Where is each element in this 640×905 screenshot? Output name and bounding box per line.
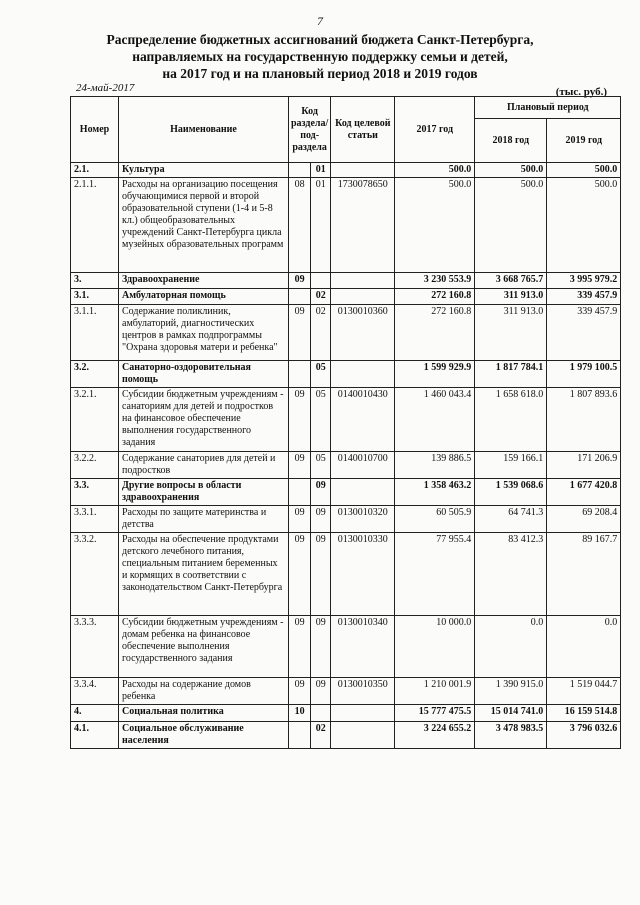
table-row — [71, 452, 621, 479]
row-value-2018: 159 166.1 — [475, 452, 547, 479]
row-target-code: 0140010700 — [331, 452, 395, 479]
row-subsection-code: 02 — [311, 289, 331, 305]
title-line: Распределение бюджетных ассигнований бюджета Санкт-Петербурга, — [106, 32, 534, 47]
row-section-code: 09 — [289, 273, 311, 289]
row-value-2017: 1 210 001.9 — [395, 678, 475, 705]
row-value-2019: 69 208.4 — [547, 506, 621, 533]
row-name: Расходы по защите материнства и детства — [119, 506, 289, 533]
row-value-2019: 500.0 — [547, 178, 621, 273]
row-name: Расходы на обеспечение продуктами детского лечебного питания, специальным питанием беременных и кормящих в соответствии с законодательством Санкт-Петербурга — [119, 533, 289, 616]
row-number: 3. — [71, 273, 119, 289]
row-value-2018: 500.0 — [475, 178, 547, 273]
row-section-code: 09 — [289, 678, 311, 705]
table-row — [71, 722, 621, 749]
row-subsection-code: 09 — [311, 479, 331, 506]
row-name: Амбулаторная помощь — [119, 289, 289, 305]
row-section-code — [289, 289, 311, 305]
row-subsection-code: 09 — [311, 678, 331, 705]
document-title — [20, 31, 620, 82]
row-name: Субсидии бюджетным учреждениям - санаториям для детей и подростков на финансовое обеспечение выполнения государственного задания — [119, 388, 289, 452]
table-row — [71, 388, 621, 452]
row-value-2018: 1 539 068.6 — [475, 479, 547, 506]
row-subsection-code: 02 — [311, 722, 331, 749]
table-row — [71, 678, 621, 705]
row-number: 3.2.2. — [71, 452, 119, 479]
row-subsection-code: 01 — [311, 178, 331, 273]
row-section-code: 09 — [289, 533, 311, 616]
row-value-2018: 83 412.3 — [475, 533, 547, 616]
row-number: 3.1. — [71, 289, 119, 305]
row-value-2019: 339 457.9 — [547, 305, 621, 361]
row-value-2017: 1 599 929.9 — [395, 361, 475, 388]
row-value-2018: 0.0 — [475, 616, 547, 678]
row-section-code: 09 — [289, 506, 311, 533]
document-date: 24-май-2017 — [76, 82, 135, 94]
header-2017: 2017 год — [395, 97, 475, 163]
row-name: Содержание поликлиник, амбулаторий, диагностических центров в рамках подпрограммы "Охрана здоровья матери и ребенка" — [119, 305, 289, 361]
row-value-2019: 3 995 979.2 — [547, 273, 621, 289]
row-number: 3.3.2. — [71, 533, 119, 616]
table-row — [71, 273, 621, 289]
row-value-2018: 311 913.0 — [475, 289, 547, 305]
row-value-2018: 64 741.3 — [475, 506, 547, 533]
row-value-2019: 339 457.9 — [547, 289, 621, 305]
row-value-2017: 272 160.8 — [395, 305, 475, 361]
row-name: Содержание санаториев для детей и подростков — [119, 452, 289, 479]
row-target-code — [331, 361, 395, 388]
row-target-code — [331, 289, 395, 305]
row-value-2017: 500.0 — [395, 163, 475, 178]
row-name: Санаторно-оздоровительная помощь — [119, 361, 289, 388]
row-subsection-code: 01 — [311, 163, 331, 178]
row-value-2019: 1 979 100.5 — [547, 361, 621, 388]
row-target-code: 0140010430 — [331, 388, 395, 452]
header-name: Наименование — [119, 97, 289, 163]
units-label: (тыс. руб.) — [555, 86, 607, 98]
row-number: 3.2. — [71, 361, 119, 388]
row-section-code: 09 — [289, 388, 311, 452]
title-line: на 2017 год и на плановый период 2018 и 2019 годов — [162, 66, 478, 81]
row-value-2017: 15 777 475.5 — [395, 705, 475, 722]
table-row — [71, 533, 621, 616]
row-value-2019: 1 677 420.8 — [547, 479, 621, 506]
row-subsection-code: 09 — [311, 616, 331, 678]
row-section-code: 09 — [289, 616, 311, 678]
row-subsection-code — [311, 705, 331, 722]
title-line: направляемых на государственную поддержку семьи и детей, — [132, 49, 508, 64]
row-section-code — [289, 722, 311, 749]
row-section-code — [289, 479, 311, 506]
table-row — [71, 506, 621, 533]
row-number: 3.3.1. — [71, 506, 119, 533]
row-name: Культура — [119, 163, 289, 178]
table-row — [71, 616, 621, 678]
row-target-code: 1730078650 — [331, 178, 395, 273]
row-number: 3.3.4. — [71, 678, 119, 705]
row-subsection-code: 05 — [311, 361, 331, 388]
row-number: 2.1. — [71, 163, 119, 178]
row-value-2018: 1 390 915.0 — [475, 678, 547, 705]
header-number: Номер — [71, 97, 119, 163]
row-number: 4. — [71, 705, 119, 722]
row-subsection-code: 02 — [311, 305, 331, 361]
row-number: 4.1. — [71, 722, 119, 749]
row-value-2017: 1 460 043.4 — [395, 388, 475, 452]
row-value-2017: 10 000.0 — [395, 616, 475, 678]
row-value-2019: 1 807 893.6 — [547, 388, 621, 452]
row-value-2018: 311 913.0 — [475, 305, 547, 361]
row-value-2018: 3 668 765.7 — [475, 273, 547, 289]
row-section-code: 10 — [289, 705, 311, 722]
row-target-code: 0130010360 — [331, 305, 395, 361]
row-value-2019: 89 167.7 — [547, 533, 621, 616]
row-value-2018: 3 478 983.5 — [475, 722, 547, 749]
header-section-code: Код раздела/ под-раздела — [289, 97, 331, 163]
row-value-2018: 1 817 784.1 — [475, 361, 547, 388]
row-value-2018: 1 658 618.0 — [475, 388, 547, 452]
row-section-code — [289, 361, 311, 388]
row-value-2019: 3 796 032.6 — [547, 722, 621, 749]
header-target-code: Код целевой статьи — [331, 97, 395, 163]
table-row — [71, 361, 621, 388]
row-number: 3.3.3. — [71, 616, 119, 678]
row-name: Здравоохранение — [119, 273, 289, 289]
row-section-code: 08 — [289, 178, 311, 273]
row-subsection-code: 05 — [311, 452, 331, 479]
row-section-code: 09 — [289, 305, 311, 361]
row-name: Расходы на организацию посещения обучающимися первой и второй образовательной ступени (1-4 и 5-8 кл.) общеобразовательных учреждений Санкт-Петербурга цикла музейных образовательных программ — [119, 178, 289, 273]
row-value-2017: 3 230 553.9 — [395, 273, 475, 289]
row-value-2017: 500.0 — [395, 178, 475, 273]
table-row — [71, 705, 621, 722]
table-row — [71, 305, 621, 361]
row-target-code: 0130010340 — [331, 616, 395, 678]
row-section-code — [289, 163, 311, 178]
header-2019: 2019 год — [547, 119, 621, 163]
row-number: 3.2.1. — [71, 388, 119, 452]
row-value-2017: 77 955.4 — [395, 533, 475, 616]
table-row — [71, 479, 621, 506]
row-value-2019: 171 206.9 — [547, 452, 621, 479]
table-row — [71, 163, 621, 178]
row-value-2019: 0.0 — [547, 616, 621, 678]
row-number: 3.3. — [71, 479, 119, 506]
row-name: Расходы на содержание домов ребенка — [119, 678, 289, 705]
row-number: 3.1.1. — [71, 305, 119, 361]
row-value-2019: 500.0 — [547, 163, 621, 178]
row-target-code: 0130010330 — [331, 533, 395, 616]
row-subsection-code — [311, 273, 331, 289]
budget-table — [70, 96, 621, 749]
row-target-code: 0130010350 — [331, 678, 395, 705]
row-value-2017: 1 358 463.2 — [395, 479, 475, 506]
row-subsection-code: 09 — [311, 533, 331, 616]
row-target-code — [331, 273, 395, 289]
row-number: 2.1.1. — [71, 178, 119, 273]
header-planned-period: Плановый период — [475, 97, 621, 119]
row-target-code — [331, 722, 395, 749]
row-target-code — [331, 705, 395, 722]
table-row — [71, 289, 621, 305]
row-name: Другие вопросы в области здравоохранения — [119, 479, 289, 506]
row-section-code: 09 — [289, 452, 311, 479]
row-value-2017: 139 886.5 — [395, 452, 475, 479]
row-target-code — [331, 479, 395, 506]
page-number: 7 — [317, 14, 323, 28]
table-row — [71, 178, 621, 273]
row-subsection-code: 05 — [311, 388, 331, 452]
row-name: Социальное обслуживание населения — [119, 722, 289, 749]
row-value-2019: 16 159 514.8 — [547, 705, 621, 722]
row-value-2018: 15 014 741.0 — [475, 705, 547, 722]
row-value-2017: 272 160.8 — [395, 289, 475, 305]
row-value-2019: 1 519 044.7 — [547, 678, 621, 705]
row-value-2017: 60 505.9 — [395, 506, 475, 533]
row-name: Социальная политика — [119, 705, 289, 722]
header-2018: 2018 год — [475, 119, 547, 163]
row-value-2017: 3 224 655.2 — [395, 722, 475, 749]
row-target-code — [331, 163, 395, 178]
row-target-code: 0130010320 — [331, 506, 395, 533]
row-value-2018: 500.0 — [475, 163, 547, 178]
row-name: Субсидии бюджетным учреждениям - домам ребенка на финансовое обеспечение выполнения государственного задания — [119, 616, 289, 678]
row-subsection-code: 09 — [311, 506, 331, 533]
